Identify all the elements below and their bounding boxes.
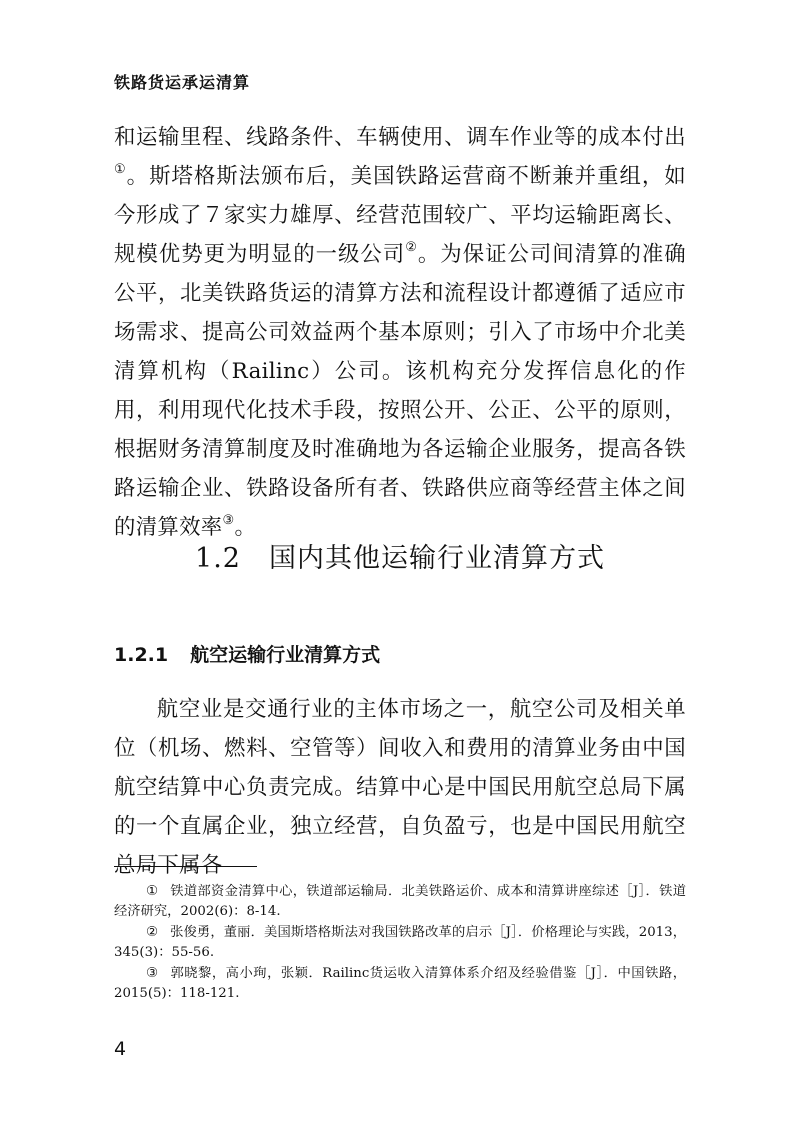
- footnote-text: 张俊勇，董丽．美国斯塔格斯法对我国铁路改革的启示［J］．价格理论与实践，2013，345(3)：55-56.: [114, 925, 687, 960]
- paragraph-text: 航空业是交通行业的主体市场之一，航空公司及相关单位（机场、燃料、空管等）间收入和费用的清算业务由中国航空结算中心负责完成。结算中心是中国民用航空总局下属的一个直属企业，独立经营，自负盈亏，也是中国民用航空总局下属各: [114, 697, 686, 878]
- footnote-ref-3[interactable]: ③: [222, 512, 235, 528]
- section-number: 1.2: [195, 543, 241, 574]
- footnote-text: 郭晓黎，高小珣，张颖．Railinc货运收入清算体系介绍及经验借鉴［J］．中国铁路，2015(5)：118-121.: [114, 966, 686, 1001]
- subsection-heading: [114, 640, 380, 667]
- paragraph-text-part: 和运输里程、线路条件、车辆使用、调车作业等的成本付出: [114, 125, 686, 150]
- footnote-marker: ②: [146, 925, 159, 940]
- running-header: 铁路货运承运清算: [114, 73, 251, 92]
- paragraph-text: [114, 118, 686, 547]
- paragraph-text-part: 。为保证公司间清算的准确公平，北美铁路货运的清算方法和流程设计都遵循了适应市场需求、提高公司效益两个基本原则；引入了市场中介北美清算机构（Railinc）公司。该机构充分发挥信息化的作用，利用现代化技术手段，按照公开、公正、公平的原则，根据财务清算制度及时准确地为各运输企业服务，提高各铁路运输企业、铁路设备所有者、铁路供应商等经营主体之间的清算效率: [114, 242, 686, 540]
- paragraph-text-part: 。斯塔格斯法颁布后，美国铁路运营商不断兼并重组，如今形成了７家实力雄厚、经营范围较广、平均运输距离长、规模优势更为明显的一级公司: [114, 164, 686, 267]
- body-paragraph: [114, 690, 686, 885]
- paragraph-text-part: 。: [234, 515, 257, 540]
- subsection-title-text: 航空运输行业清算方式: [190, 644, 381, 666]
- footnotes: [114, 882, 686, 1005]
- section-heading: [0, 536, 800, 575]
- section-title-text: 国内其他运输行业清算方式: [268, 543, 605, 574]
- footnote-text: 铁道部资金清算中心，铁道部运输局．北美铁路运价、成本和清算讲座综述［J］．铁道经济研究，2002(6)：8-14.: [114, 884, 686, 919]
- footnote-1: [114, 882, 686, 921]
- footnote-marker: ③: [146, 966, 159, 981]
- footnote-divider: [114, 866, 257, 867]
- body-paragraph-continued: [114, 118, 686, 547]
- subsection-number: 1.2.1: [114, 644, 169, 666]
- footnote-ref-1[interactable]: ①: [114, 161, 127, 177]
- footnote-ref-2[interactable]: ②: [405, 239, 418, 255]
- page-number: 4: [114, 1038, 127, 1060]
- footnote-2: [114, 923, 686, 962]
- footnote-marker: ①: [146, 884, 159, 899]
- footnote-3: [114, 964, 686, 1003]
